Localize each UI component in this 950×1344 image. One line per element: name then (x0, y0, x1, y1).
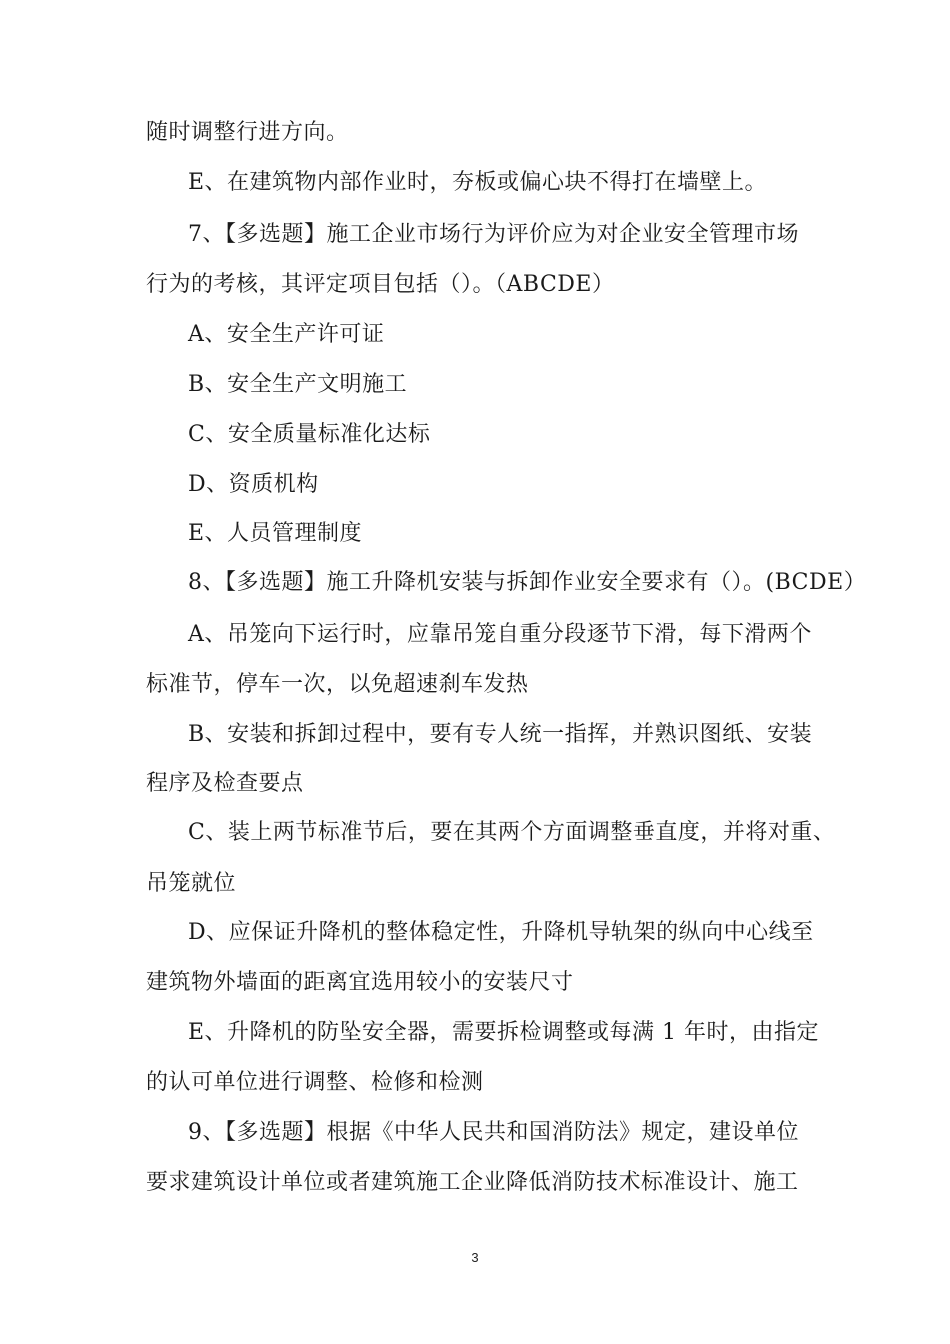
question-9-line-2: 要求建筑设计单位或者建筑施工企业降低消防技术标准设计、施工 (146, 1170, 799, 1195)
option-b: B、安全生产文明施工 (188, 372, 408, 397)
question-7-line-2: 行为的考核，其评定项目包括（）。（ABCDE） (146, 272, 615, 297)
question-7-line-1: 7、【多选题】施工企业市场行为评价应为对企业安全管理市场 (188, 222, 799, 247)
option-d-line-2: 建筑物外墙面的距离宜选用较小的安装尺寸 (146, 970, 574, 995)
option-a-line-1: A、吊笼向下运行时，应靠吊笼自重分段逐节下滑，每下滑两个 (188, 622, 812, 647)
option-e-line-2: 的认可单位进行调整、检修和检测 (146, 1070, 484, 1095)
question-8-line: 8、【多选题】施工升降机安装与拆卸作业安全要求有（）。(BCDE） (188, 570, 867, 595)
option-d-line-1: D、应保证升降机的整体稳定性，升降机导轨架的纵向中心线至 (188, 920, 814, 945)
page-number: 3 (471, 1250, 479, 1265)
option-c: C、安全质量标准化达标 (188, 422, 431, 447)
option-c-line-1: C、装上两节标准节后，要在其两个方面调整垂直度，并将对重、 (188, 820, 836, 845)
option-e-line: E、在建筑物内部作业时，夯板或偏心块不得打在墙壁上。 (188, 170, 768, 195)
option-b-line-2: 程序及检查要点 (146, 771, 304, 796)
option-d: D、资质机构 (188, 472, 319, 497)
text-line: 随时调整行进方向。 (146, 120, 349, 145)
option-e-line-1: E、升降机的防坠安全器，需要拆检调整或每满 1 年时，由指定 (188, 1020, 820, 1045)
option-b-line-1: B、安装和拆卸过程中，要有专人统一指挥，并熟识图纸、安装 (188, 722, 813, 747)
option-c-line-2: 吊笼就位 (146, 871, 237, 896)
option-a-line-2: 标准节，停车一次，以免超速刹车发热 (146, 672, 529, 697)
option-e: E、人员管理制度 (188, 521, 363, 546)
question-9-line-1: 9、【多选题】根据《中华人民共和国消防法》规定，建设单位 (188, 1120, 799, 1145)
option-a: A、安全生产许可证 (188, 322, 385, 347)
